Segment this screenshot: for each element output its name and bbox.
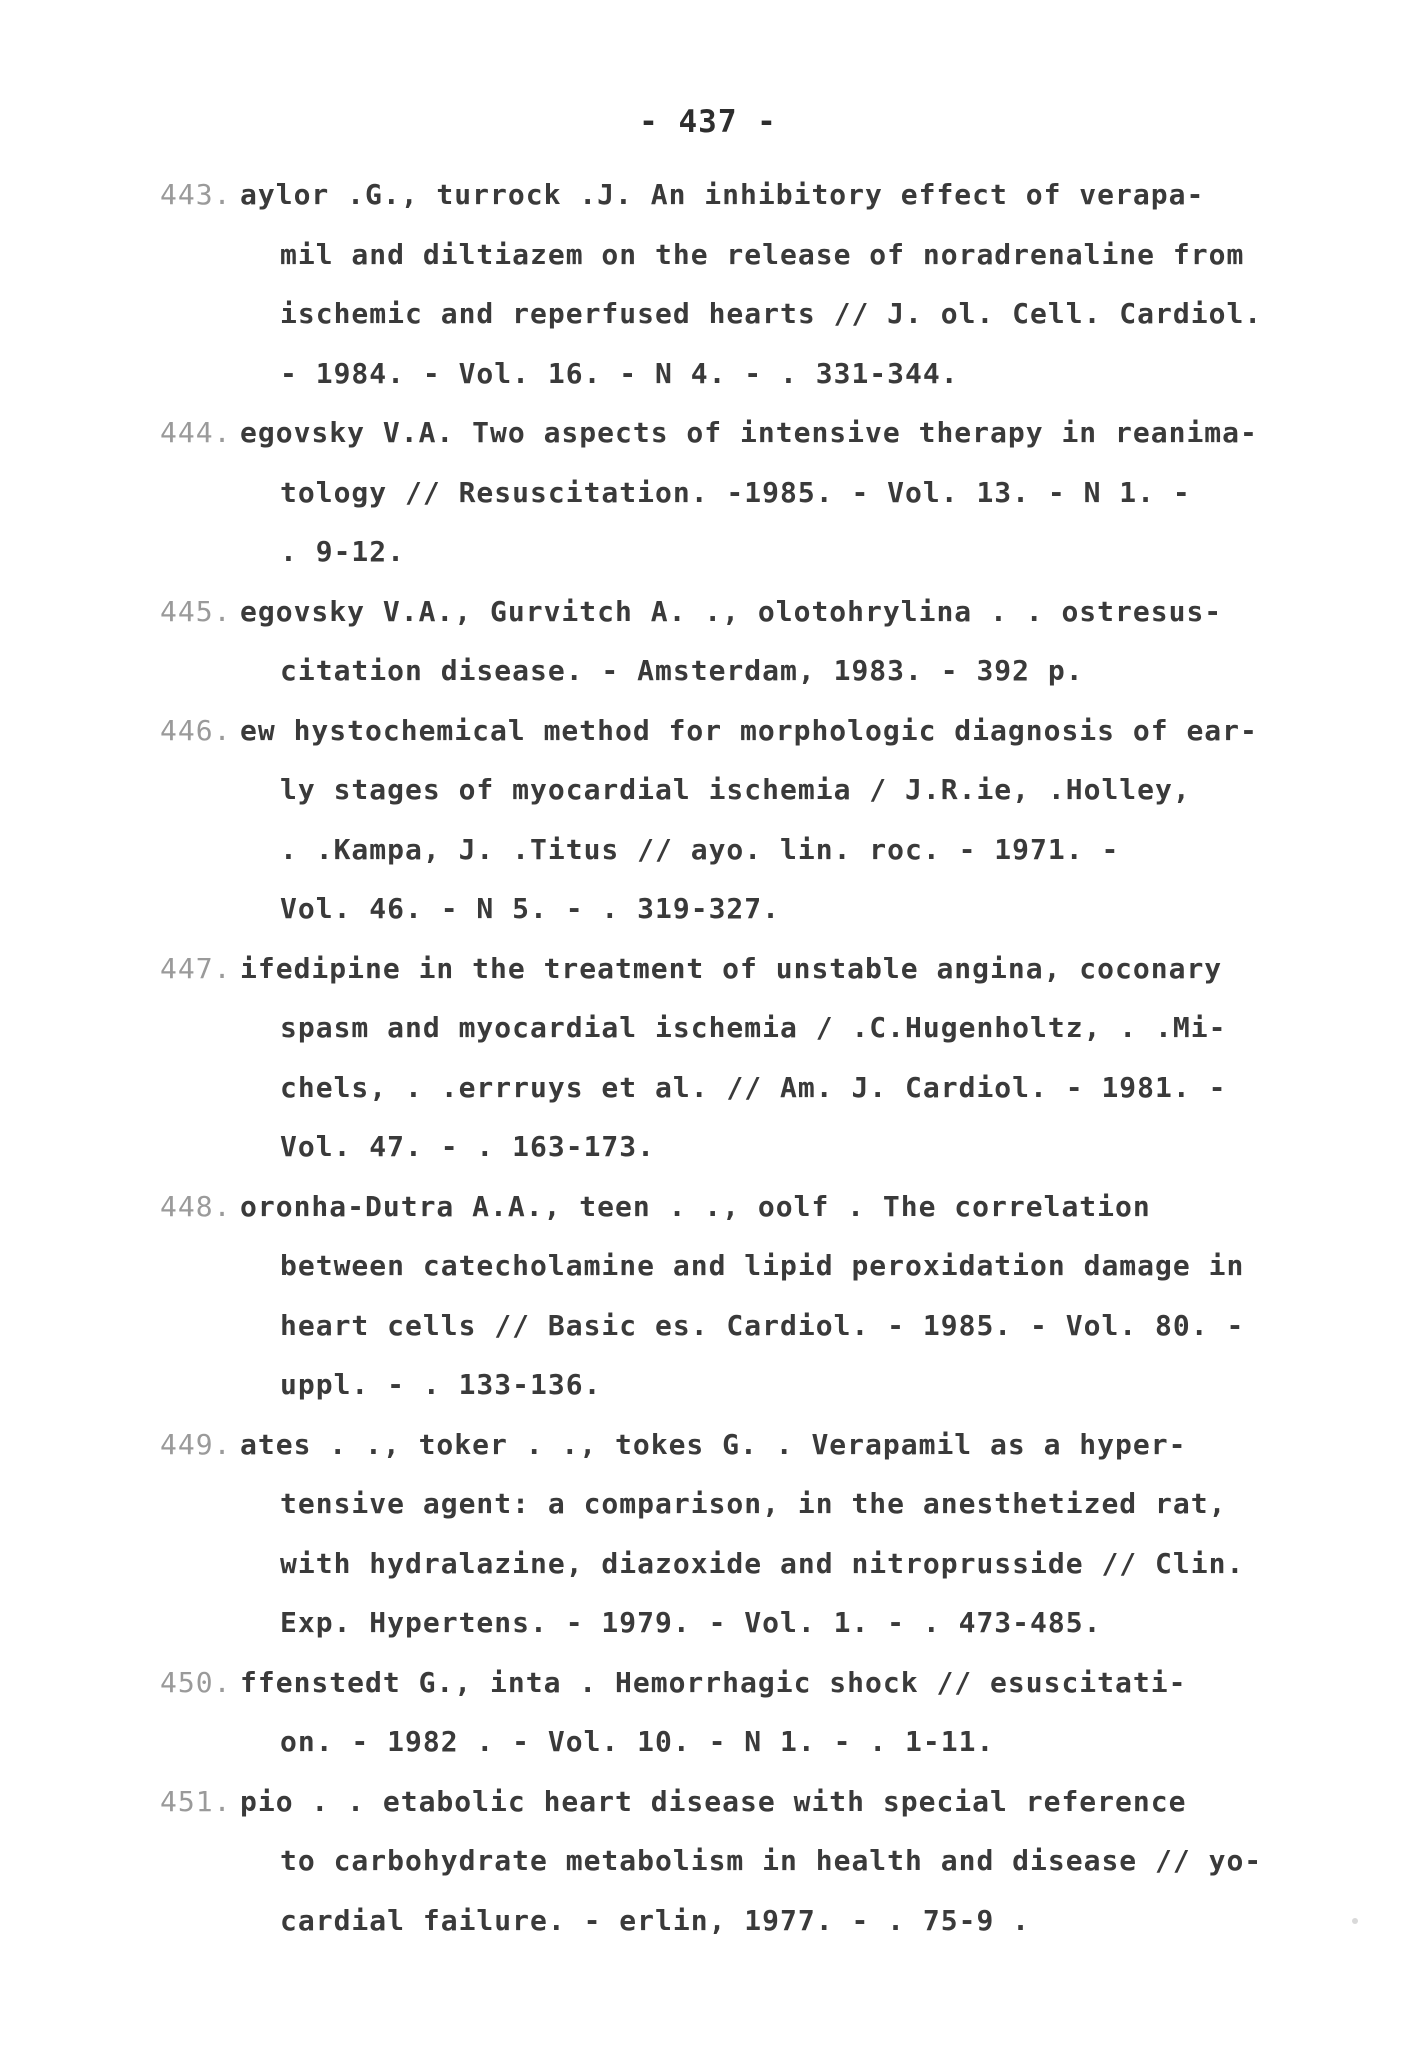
reference-line: Vol. 46. - N 5. - . 319-327. xyxy=(280,892,781,925)
reference-line: chels, . .errruys et al. // Am. J. Cardiol. - 1981. - xyxy=(280,1070,1227,1104)
reference-list xyxy=(160,165,1300,1950)
reference-item xyxy=(160,1177,1300,1415)
reference-line: ates . ., toker . ., tokes G. . Verapamil as a hyper- xyxy=(240,1427,1187,1461)
reference-line: Vol. 47. - . 163-173. xyxy=(280,1130,656,1163)
reference-line: uppl. - . 133-136. xyxy=(280,1368,602,1401)
reference-number: 446. xyxy=(160,713,232,747)
reference-line: ffenstedt G., inta . Hemorrhagic shock // esuscitati- xyxy=(240,1665,1187,1699)
reference-line: oronha-Dutra A.A., teen . ., oolf . The correlation xyxy=(240,1189,1151,1223)
reference-number: 448. xyxy=(160,1189,232,1223)
reference-item xyxy=(160,939,1300,1177)
reference-line: ly stages of myocardial ischemia / J.R.ie, .Holley, xyxy=(280,773,1191,806)
reference-line: cardial failure. - erlin, 1977. - . 75-9 . xyxy=(280,1903,1031,1937)
reference-number: 451. xyxy=(160,1784,232,1818)
reference-line: Exp. Hypertens. - 1979. - Vol. 1. - . 473-485. xyxy=(280,1606,1102,1639)
reference-number: 447. xyxy=(160,951,232,985)
reference-item xyxy=(160,582,1300,701)
reference-item xyxy=(160,1772,1300,1951)
reference-number: 450. xyxy=(160,1665,232,1699)
reference-line: - 1984. - Vol. 16. - N 4. - . 331-344. xyxy=(280,356,959,390)
reference-number: 443. xyxy=(160,178,232,211)
reference-line: ew hystochemical method for morphologic diagnosis of ear- xyxy=(240,713,1258,747)
reference-line: aylor .G., turrock .J. An inhibitory effect of verapa- xyxy=(240,178,1205,211)
reference-line: . 9-12. xyxy=(280,535,406,568)
reference-item xyxy=(160,701,1300,939)
reference-line: citation disease. - Amsterdam, 1983. - 392 p. xyxy=(280,654,1084,687)
reference-number: 445. xyxy=(160,594,232,628)
reference-line: to carbohydrate metabolism in health and disease // yo- xyxy=(280,1844,1263,1877)
scan-speck xyxy=(1352,1918,1358,1924)
reference-line: . .Kampa, J. .Titus // ayo. lin. roc. - 1971. - xyxy=(280,832,1120,866)
reference-line: on. - 1982 . - Vol. 10. - N 1. - . 1-11. xyxy=(280,1725,995,1758)
page-number: - 437 - xyxy=(639,104,777,140)
reference-line: pio . . etabolic heart disease with special reference xyxy=(240,1784,1187,1818)
reference-line: spasm and myocardial ischemia / .C.Hugenholtz, . .Mi- xyxy=(280,1011,1227,1044)
reference-line: egovsky V.A. Two aspects of intensive therapy in reanima- xyxy=(240,416,1258,449)
reference-line: between catecholamine and lipid peroxidation damage in xyxy=(280,1249,1245,1282)
reference-line: mil and diltiazem on the release of noradrenaline from xyxy=(280,237,1245,271)
reference-line: tology // Resuscitation. -1985. - Vol. 13. - N 1. - xyxy=(280,475,1191,509)
reference-item xyxy=(160,403,1300,582)
reference-item xyxy=(160,1415,1300,1653)
reference-line: ifedipine in the treatment of unstable angina, coconary xyxy=(240,951,1223,985)
reference-number: 444. xyxy=(160,416,232,449)
reference-line: egovsky V.A., Gurvitch A. ., olotohrylina . . ostresus- xyxy=(240,594,1223,628)
reference-line: ischemic and reperfused hearts // J. ol. Cell. Cardiol. xyxy=(280,297,1263,330)
reference-line: heart cells // Basic es. Cardiol. - 1985. - Vol. 80. - xyxy=(280,1308,1245,1342)
reference-item xyxy=(160,165,1300,403)
reference-item xyxy=(160,1653,1300,1772)
reference-number: 449. xyxy=(160,1427,232,1461)
reference-line: tensive agent: a comparison, in the anesthetized rat, xyxy=(280,1487,1227,1520)
reference-line: with hydralazine, diazoxide and nitroprusside // Clin. xyxy=(280,1546,1245,1580)
